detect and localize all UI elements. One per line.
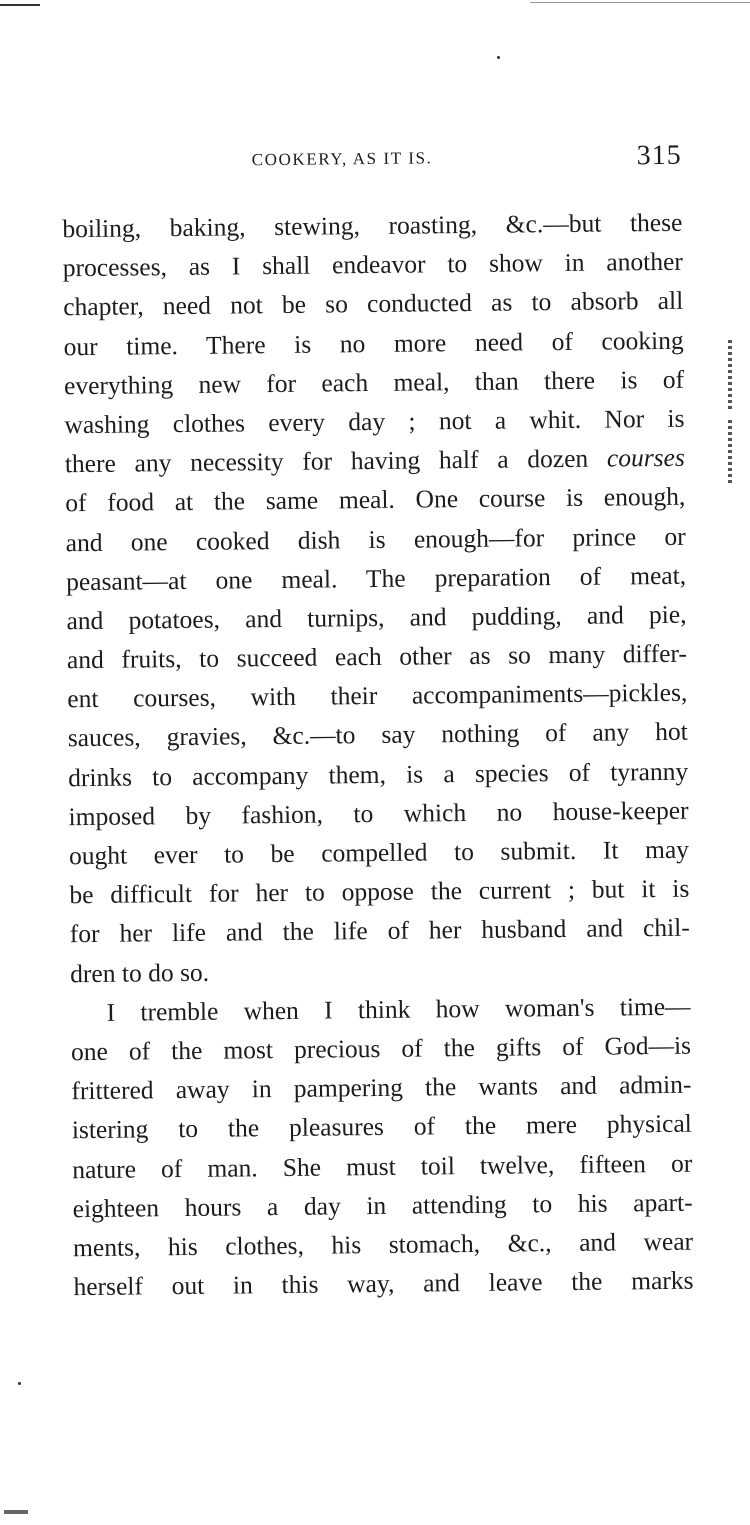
text-line: frittered away in pampering the wants and admin- [71, 1069, 692, 1106]
text-line: and potatoes, and turnips, and pudding, and pie, [66, 599, 687, 636]
scan-artifact [728, 340, 732, 410]
text-line: nature of man. She must toil twelve, fifteen or [72, 1148, 693, 1184]
text-line: and fruits, to succeed each other as so many differ- [66, 638, 688, 675]
text-line: for her life and the life of her husband and chil- [69, 913, 690, 949]
italic-word: courses [606, 442, 685, 473]
text-line: I tremble when I think how woman's time— [106, 991, 691, 1027]
running-head: COOKERY, AS IT IS. [251, 148, 433, 170]
text-line: of food at the same meal. One course is enough, [65, 482, 686, 518]
text-segment: there any necessity for having half a dozen [64, 443, 589, 479]
scan-artifact [18, 1382, 21, 1385]
text-line: ent courses, with their accompaniments—pickles, [67, 677, 688, 714]
body-text [62, 203, 693, 1307]
text-line: everything new for each meal, than there is of [63, 364, 685, 400]
text-line: chapter, need not be so conducted as to absorb all [63, 286, 684, 322]
page-header [252, 140, 682, 181]
scan-artifact [0, 4, 40, 6]
text-line: drinks to accompany them, is a species of tyranny [68, 756, 689, 792]
text-line-with-italic [65, 438, 685, 484]
text-line: eighteen hours a day in attending to his apart- [72, 1187, 693, 1223]
scan-artifact [4, 1510, 28, 1514]
text-line: peasant—at one meal. The preparation of meat, [65, 560, 687, 596]
text-line: and one cooked dish is enough—for prince or [65, 521, 686, 557]
text-line: boiling, baking, stewing, roasting, &c.—but these [62, 207, 683, 244]
scan-artifact [530, 2, 750, 3]
scan-artifact [728, 420, 732, 486]
scan-artifact [497, 56, 500, 59]
text-line: istering to the pleasures of the mere physical [71, 1109, 692, 1145]
text-line: processes, as I shall endeavor to show in another [62, 246, 683, 283]
text-line: one of the most precious of the gifts of God—is [70, 1030, 692, 1067]
text-line: herself out in this way, and leave the marks [73, 1265, 694, 1302]
text-line: ought ever to be compelled to submit. It may [68, 834, 690, 871]
page-number: 315 [636, 139, 682, 172]
text-line: be difficult for her to oppose the current ; but it is [69, 873, 690, 910]
text-line: dren to do so. [70, 957, 210, 988]
text-line: our time. There is no more need of cooking [63, 325, 684, 361]
text-line: ments, his clothes, his stomach, &c., and wear [72, 1226, 694, 1263]
text-line: washing clothes every day ; not a whit. Nor is [64, 403, 685, 440]
text-line: sauces, gravies, &c.—to say nothing of any hot [67, 717, 688, 753]
text-line: imposed by fashion, to which no house-keeper [68, 795, 689, 832]
